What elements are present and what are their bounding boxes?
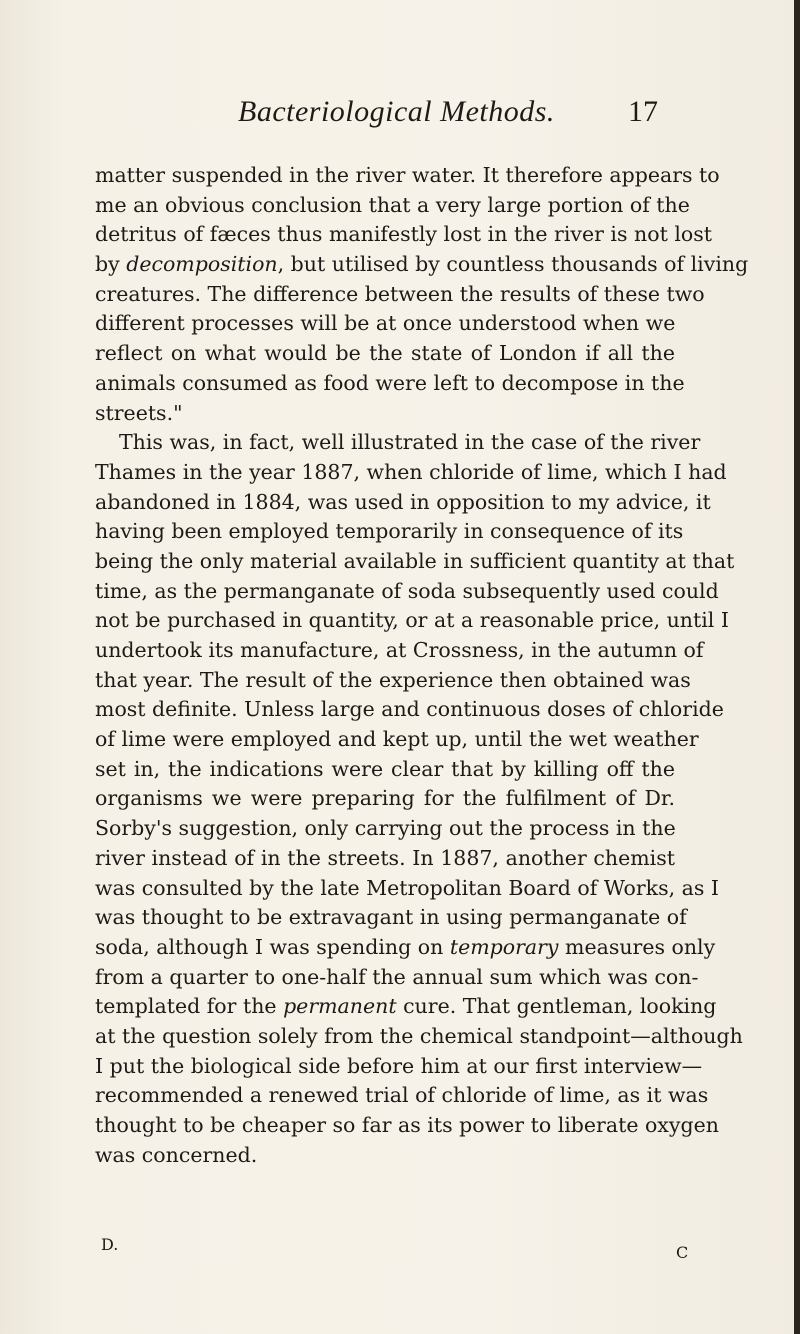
text-line: was concerned. [95,1142,258,1167]
text-line: creatures. The difference between the results of these two [95,281,705,306]
text-line [95,992,717,1022]
text-line: matter suspended in the river water. It therefore appears to [95,163,720,187]
text-line: detritus of fæces thus manifestly lost in the river is not lost [95,222,712,247]
text-line: reflect on what would be the state of London if all the [95,341,675,366]
page-edge-shadow [794,0,800,1334]
text-line-segment: by [95,252,127,277]
text-line: I put the biological side before him at our first interview— [95,1053,703,1078]
italic-emphasis: permanent [283,994,397,1019]
text-line: time, as the permanganate of soda subsequently used could [95,578,719,603]
text-line: from a quarter to one-half the annual sum which was con- [95,964,699,989]
text-line: streets." [95,400,183,425]
text-line-segment: cure. That gentleman, looking [396,994,717,1019]
text-line: of lime were employed and kept up, until the wet weather [95,727,699,752]
running-head-title: Bacteriological Methods. [238,95,555,128]
text-line: organisms we were preparing for the fulfilment of Dr. [95,786,675,811]
text-line-segment: measures only [558,934,716,959]
text-line: undertook its manufacture, at Crossness, in the autumn of [95,638,704,662]
text-line: This was, in fact, well illustrated in the case of the river [119,430,701,455]
text-line [95,250,749,280]
running-head [0,92,800,132]
text-line-segment: , but utilised by countless thousands of living [277,252,749,277]
text-line: different processes will be at once understood when we [95,311,676,336]
text-line: Thames in the year 1887, when chloride of lime, which I had [95,459,727,484]
text-line: recommended a renewed trial of chloride of lime, as it was [95,1083,709,1108]
text-line: thought to be cheaper so far as its power to liberate oxygen [95,1113,719,1137]
text-line: being the only material available in sufficient quantity at that [95,548,735,573]
page-number: 17 [628,95,658,128]
text-line-segment: soda, although I was spending on [95,934,450,959]
text-line: at the question solely from the chemical standpoint—although [95,1023,743,1048]
text-line [95,933,716,963]
text-line: me an obvious conclusion that a very large portion of the [95,192,690,217]
text-line: having been employed temporarily in consequence of its [95,519,684,544]
text-line: that year. The result of the experience then obtained was [95,667,691,692]
text-line: animals consumed as food were left to decompose in the [95,370,685,395]
body-text [95,161,749,1170]
text-line: set in, the indications were clear that by killing off the [95,756,675,781]
italic-emphasis: decomposition [126,252,278,277]
signature-mark-left: D. [101,1235,119,1254]
text-line-segment: templated for the [95,994,284,1019]
italic-emphasis: temporary [449,934,559,959]
text-line: not be purchased in quantity, or at a reasonable price, until I [95,608,729,633]
text-line: Sorby's suggestion, only carrying out the process in the [95,816,676,841]
text-line: abandoned in 1884, was used in opposition to my advice, it [95,489,711,514]
text-line: was thought to be extravagant in using permanganate of [95,905,687,930]
text-line: was consulted by the late Metropolitan Board of Works, as I [95,875,720,900]
signature-mark-right: C [676,1243,689,1262]
text-line: most definite. Unless large and continuous doses of chloride [95,697,724,722]
text-line: river instead of in the streets. In 1887, another chemist [95,845,675,870]
